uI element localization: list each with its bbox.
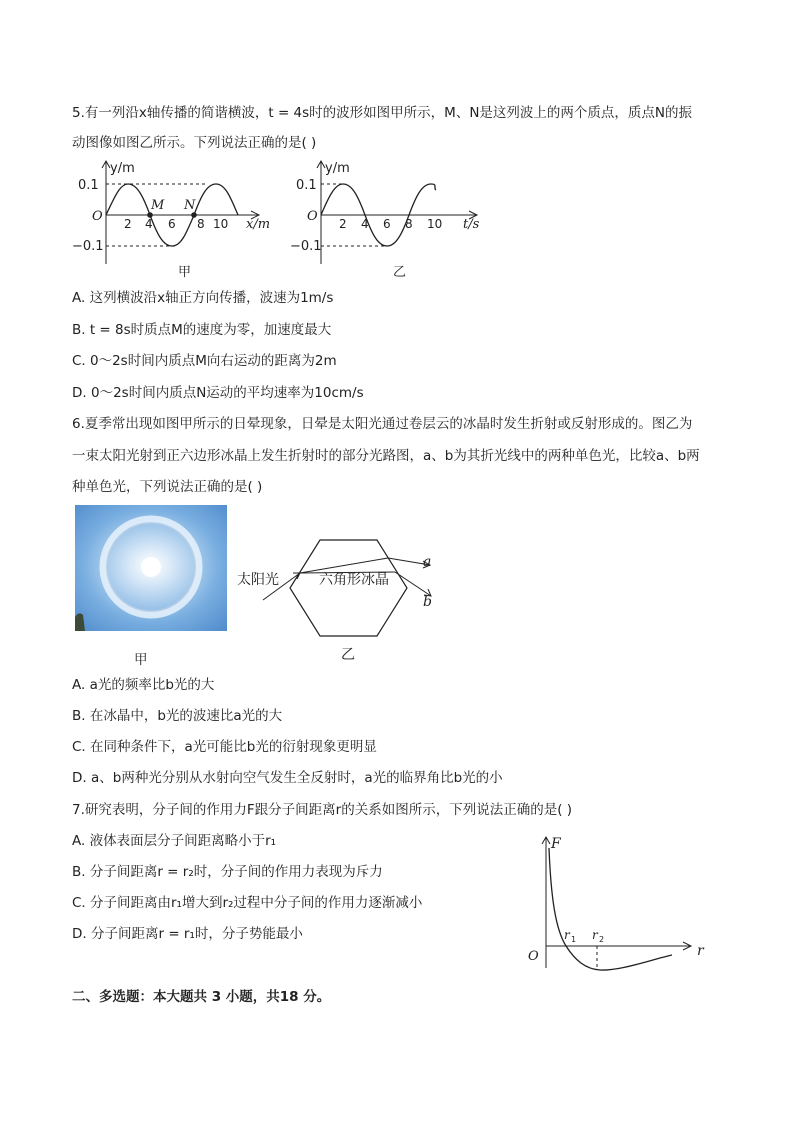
q5-label-m: M xyxy=(151,198,165,213)
q5-yi-x-label: t/s xyxy=(463,217,480,232)
q6-option-c: C. 在同种条件下，a光可能比b光的衍射现象更明显 xyxy=(72,739,377,755)
q6-ray-a-label: a xyxy=(423,554,432,570)
q5-option-a: A. 这列横波沿x轴正方向传播，波速为1m/s xyxy=(72,290,334,306)
q5-jia-y-label: y/m xyxy=(110,161,135,176)
q5-yi-y-label: y/m xyxy=(325,161,350,176)
q6-option-b: B. 在冰晶中，b光的波速比a光的大 xyxy=(72,708,283,724)
q7-option-a: A. 液体表面层分子间距离略小于r₁ xyxy=(72,833,277,849)
q7-option-d: D. 分子间距离r = r₁时，分子势能最小 xyxy=(72,926,303,942)
q5-yi-xtick: 10 xyxy=(427,217,443,231)
q5-label-n: N xyxy=(184,198,196,213)
q6-option-a: A. a光的频率比b光的大 xyxy=(72,677,215,693)
q6-crystal-label: 六角形冰晶 xyxy=(319,572,389,588)
q5-stem-line1: 5.有一列沿x轴传播的简谐横波，t = 4s时的波形如图甲所示，M、N是这列波上的两个质点，质点N的振 xyxy=(72,105,693,121)
q6-sunlight-label: 太阳光 xyxy=(237,572,279,588)
q6-diagram-caption: 乙 xyxy=(341,647,355,663)
q7-origin: O xyxy=(528,949,539,964)
q6-ray-b-label: b xyxy=(423,594,432,610)
q5-option-d: D. 0～2s时间内质点N运动的平均速率为10cm/s xyxy=(72,385,364,401)
q5-option-c: C. 0～2s时间内质点M向右运动的距离为2m xyxy=(72,353,337,369)
q5-option-b: B. t = 8s时质点M的速度为零，加速度最大 xyxy=(72,322,332,338)
q5-jia-xtick: 2 xyxy=(124,217,132,231)
q7-r2-sub: 2 xyxy=(599,935,605,944)
q6-stem-line3: 种单色光，下列说法正确的是( ) xyxy=(72,479,263,495)
q5-jia-x-label: x/m xyxy=(246,217,271,232)
q7-y-label: F xyxy=(551,836,561,852)
q5-jia-ytick-top: 0.1 xyxy=(78,178,99,193)
q6-option-d: D. a、b两种光分别从水射向空气发生全反射时，a光的临界角比b光的小 xyxy=(72,770,503,786)
q5-yi-xtick: 6 xyxy=(383,217,391,231)
q6-stem-line1: 6.夏季常出现如图甲所示的日晕现象，日晕是太阳光通过卷层云的冰晶时发生折射或反射形成的。图乙为 xyxy=(72,416,693,432)
q5-yi-xtick: 8 xyxy=(405,217,413,231)
q5-jia-xtick: 4 xyxy=(145,217,153,231)
q7-stem: 7.研究表明，分子间的作用力F跟分子间距离r的关系如图所示，下列说法正确的是( ) xyxy=(72,802,573,818)
q5-yi-ytick-top: 0.1 xyxy=(296,178,317,193)
q5-jia-xtick: 8 xyxy=(197,217,205,231)
q7-r2-label: r xyxy=(592,928,598,942)
q5-yi-origin: O xyxy=(307,209,318,224)
q5-yi-ytick-bottom: −0.1 xyxy=(290,239,322,254)
q7-r1-sub: 1 xyxy=(571,935,577,944)
q6-photo-caption: 甲 xyxy=(134,652,148,668)
q7-force-curve xyxy=(549,848,672,970)
q5-stem-line2: 动图像如图乙所示。下列说法正确的是( ) xyxy=(72,135,317,151)
q5-jia-xtick: 10 xyxy=(213,217,229,231)
q5-jia-origin: O xyxy=(92,209,103,224)
q5-jia-caption: 甲 xyxy=(178,265,192,280)
q7-r1-label: r xyxy=(564,928,570,942)
section-2-heading: 二、多选题：本大题共 3 小题，共18 分。 xyxy=(72,989,331,1005)
q5-yi-xtick: 4 xyxy=(361,217,369,231)
q6-stem-line2: 一束太阳光射到正六边形冰晶上发生折射时的部分光路图，a、b为其折光线中的两种单色光，比较a、b两 xyxy=(72,448,700,464)
q5-jia-ytick-bottom: −0.1 xyxy=(72,239,104,254)
q7-x-label: r xyxy=(697,943,704,959)
q7-option-c: C. 分子间距离由r₁增大到r₂过程中分子间的作用力逐渐减小 xyxy=(72,895,423,911)
q5-yi-xtick: 2 xyxy=(339,217,347,231)
q7-option-b: B. 分子间距离r = r₂时，分子间的作用力表现为斥力 xyxy=(72,864,383,880)
q5-yi-caption: 乙 xyxy=(393,265,407,280)
q5-jia-xtick: 6 xyxy=(168,217,176,231)
